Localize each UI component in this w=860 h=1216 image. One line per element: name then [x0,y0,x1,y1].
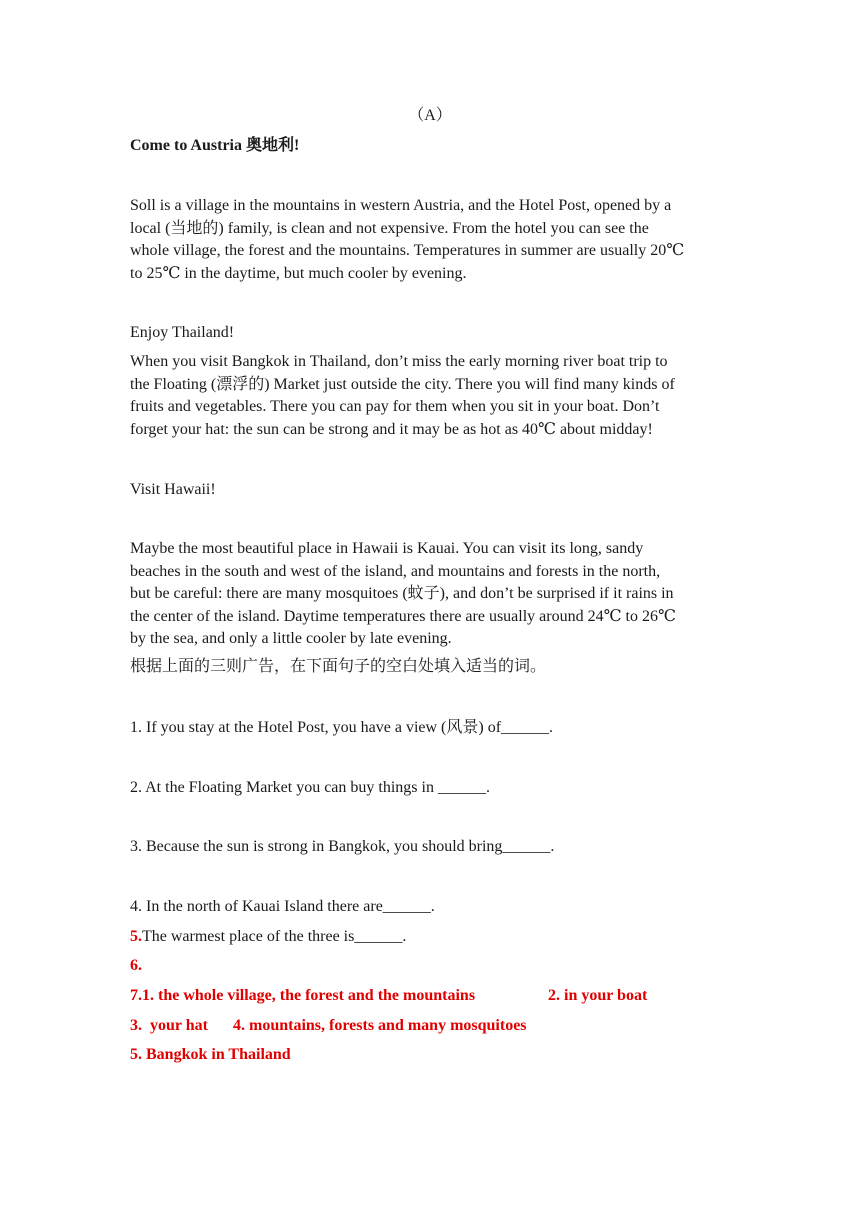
ad-thailand-title: Enjoy Thailand! [130,324,235,341]
ad-austria-line: Soll is a village in the mountains in western Austria, and the Hotel Post, opened by a [130,197,672,214]
answer-line-2a: 3. your hat [130,1017,208,1034]
ad-thailand-line: forget your hat: the sun can be strong and it may be as hot as 40℃ about midday! [130,420,653,438]
ad-thailand-line: When you visit Bangkok in Thailand, don’t miss the early morning river boat trip to [130,353,668,370]
instruction-text: 根据上面的三则广告，在下面句子的空白处填入适当的词。 [130,658,547,675]
question-4: 4. In the north of Kauai Island there are______. [130,898,435,915]
ad-austria-line: whole village, the forest and the mountains. Temperatures in summer are usually 20℃ [130,242,685,259]
ad-hawaii-line: Maybe the most beautiful place in Hawaii is Kauai. You can visit its long, sandy [130,540,644,557]
ad-thailand-line: the Floating (漂浮的) Market just outside the city. There you will find many kinds of [130,375,675,393]
ad-austria-title: Come to Austria 奥地利! [130,137,300,154]
ad-hawaii-line: but be careful: there are many mosquitoes (蚊子), and don’t be surprised if it rains in [130,585,674,602]
question-2: 2. At the Floating Market you can buy things in ______. [130,779,490,796]
ad-austria-body [130,195,730,285]
question-1: 1. If you stay at the Hotel Post, you have a view (风景) of______. [130,719,554,736]
ad-austria-line: to 25℃ in the daytime, but much cooler by evening. [130,264,467,282]
answer-line-3: 5. Bangkok in Thailand [130,1046,291,1063]
question-5 [130,926,406,948]
question-5-number: 5. [130,928,142,945]
ad-hawaii-title: Visit Hawaii! [130,481,216,498]
answer-line-1b: 2. in your boat [548,987,648,1004]
ad-hawaii-body [130,538,730,651]
question-5-text: The warmest place of the three is______. [142,928,407,945]
question-3: 3. Because the sun is strong in Bangkok, you should bring______. [130,838,555,855]
answer-line-2b: 4. mountains, forests and many mosquitoes [233,1017,527,1034]
answer-line-1a: 7.1. the whole village, the forest and the mountains [130,987,476,1004]
ad-thailand-line: fruits and vegetables. There you can pay for them when you sit in your boat. Don’t [130,398,660,415]
section-label: （A） [408,107,452,124]
ad-austria-line: local (当地的) family, is clean and not expensive. From the hotel you can see the [130,219,649,237]
ad-hawaii-line: beaches in the south and west of the island, and mountains and forests in the north, [130,562,661,580]
ad-hawaii-line: by the sea, and only a little cooler by late evening. [130,630,452,647]
ad-thailand-body [130,351,730,441]
answer-number-6: 6. [130,957,142,974]
ad-hawaii-line: the center of the island. Daytime temperatures there are usually around 24℃ to 26℃ [130,607,676,625]
